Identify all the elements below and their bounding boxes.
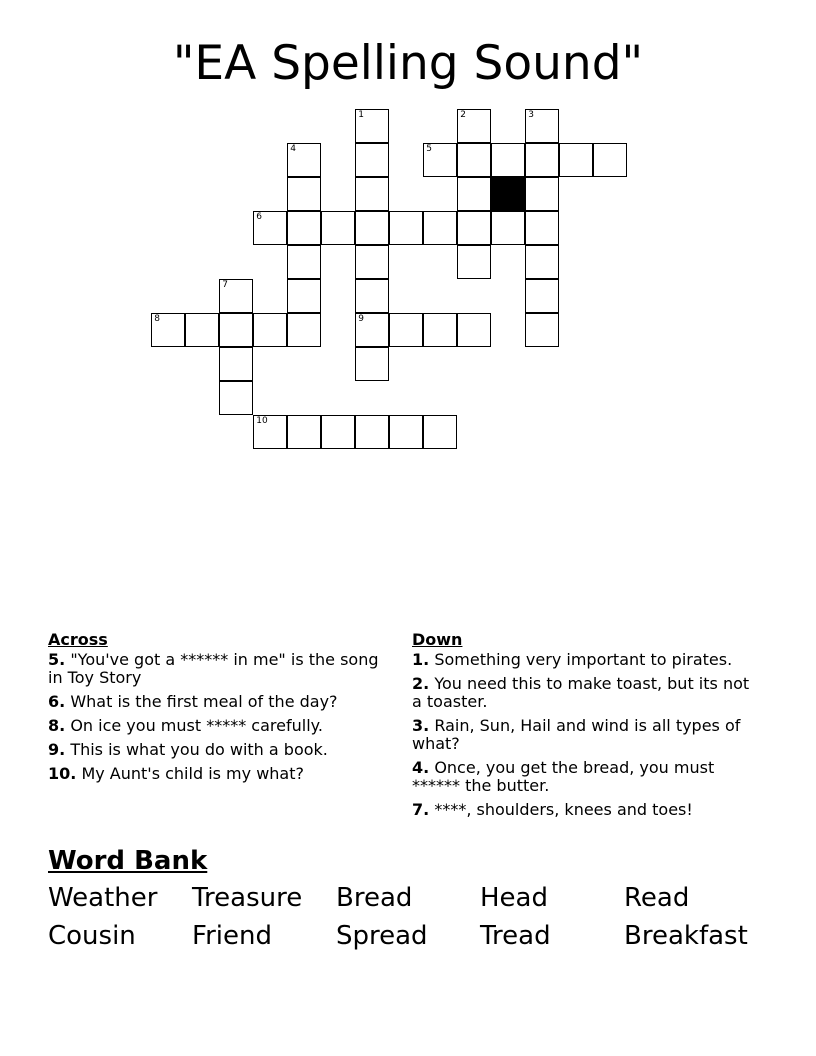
grid-cell[interactable] (287, 313, 321, 347)
clue-number: 2. (412, 674, 430, 693)
page-title: "EA Spelling Sound" (172, 36, 644, 91)
grid-cell[interactable] (491, 143, 525, 177)
clue-number: 9 (358, 314, 364, 325)
grid-cell[interactable] (491, 211, 525, 245)
grid-cell[interactable] (457, 313, 491, 347)
clue-number: 10 (256, 416, 268, 427)
crossword-grid (0, 0, 816, 470)
grid-cell[interactable] (559, 143, 593, 177)
grid-cell[interactable] (423, 211, 457, 245)
grid-cell[interactable] (253, 211, 287, 245)
clue-number: 5 (426, 144, 432, 155)
clue-text: ****, shoulders, knees and toes! (434, 800, 693, 819)
word-bank-word: Tread (480, 921, 551, 951)
grid-cell[interactable] (321, 415, 355, 449)
grid-cell[interactable] (219, 313, 253, 347)
grid-cell[interactable] (423, 415, 457, 449)
clue-number: 4. (412, 758, 430, 777)
clue-text: My Aunt's child is my what? (81, 764, 304, 783)
grid-cell[interactable] (525, 211, 559, 245)
clue-text: Something very important to pirates. (434, 650, 733, 669)
grid-cell[interactable] (355, 143, 389, 177)
grid-cell[interactable] (525, 279, 559, 313)
down-heading: Down (412, 630, 463, 649)
grid-cell[interactable] (355, 245, 389, 279)
across-clue (48, 693, 398, 711)
down-clues (412, 630, 762, 825)
down-clue (412, 717, 762, 753)
grid-cell[interactable] (219, 381, 253, 415)
clue-number: 5. (48, 650, 66, 669)
across-heading: Across (48, 630, 108, 649)
grid-cell[interactable] (287, 211, 321, 245)
word-bank-word: Weather (48, 883, 158, 913)
grid-cell[interactable] (457, 109, 491, 143)
grid-cell[interactable] (457, 143, 491, 177)
grid-cell[interactable] (457, 211, 491, 245)
word-bank-word: Breakfast (624, 921, 748, 951)
word-bank-title: Word Bank (48, 846, 208, 876)
grid-cell[interactable] (525, 177, 559, 211)
down-clue (412, 675, 762, 711)
down-clue (412, 759, 762, 795)
black-cell (491, 177, 525, 211)
grid-cell[interactable] (355, 279, 389, 313)
grid-cell[interactable] (287, 279, 321, 313)
grid-cell[interactable] (525, 313, 559, 347)
grid-cell[interactable] (253, 313, 287, 347)
grid-cell[interactable] (423, 143, 457, 177)
grid-cell[interactable] (219, 347, 253, 381)
grid-cell[interactable] (457, 177, 491, 211)
grid-cell[interactable] (355, 313, 389, 347)
across-clue (48, 717, 398, 735)
grid-cell[interactable] (151, 313, 185, 347)
grid-cell[interactable] (355, 347, 389, 381)
grid-cell[interactable] (185, 313, 219, 347)
down-clue (412, 801, 762, 819)
grid-cell[interactable] (389, 415, 423, 449)
grid-cell[interactable] (219, 279, 253, 313)
clue-number: 7 (222, 280, 228, 291)
word-bank-word: Bread (336, 883, 413, 913)
clue-number: 3. (412, 716, 430, 735)
clue-number: 10. (48, 764, 77, 783)
clue-text: On ice you must ***** carefully. (70, 716, 323, 735)
grid-cell[interactable] (287, 177, 321, 211)
clue-number: 6 (256, 212, 262, 223)
clue-text: Once, you get the bread, you must ****** the butter. (412, 758, 715, 795)
word-bank-word: Cousin (48, 921, 136, 951)
grid-cell[interactable] (423, 313, 457, 347)
grid-cell[interactable] (355, 109, 389, 143)
clue-number: 1. (412, 650, 430, 669)
grid-cell[interactable] (389, 211, 423, 245)
word-bank-word: Treasure (192, 883, 303, 913)
grid-cell[interactable] (525, 109, 559, 143)
grid-cell[interactable] (389, 313, 423, 347)
grid-cell[interactable] (355, 177, 389, 211)
clue-number: 7. (412, 800, 430, 819)
grid-cell[interactable] (287, 143, 321, 177)
grid-cell[interactable] (355, 415, 389, 449)
grid-cell[interactable] (525, 245, 559, 279)
clue-number: 9. (48, 740, 66, 759)
clue-text: What is the first meal of the day? (70, 692, 338, 711)
clue-number: 4 (290, 144, 296, 155)
word-bank-word: Spread (336, 921, 428, 951)
grid-cell[interactable] (457, 245, 491, 279)
clue-number: 2 (460, 110, 466, 121)
grid-cell[interactable] (287, 245, 321, 279)
clue-text: You need this to make toast, but its not a toaster. (412, 674, 750, 711)
clue-number: 8 (154, 314, 160, 325)
across-clue (48, 651, 398, 687)
grid-cell[interactable] (355, 211, 389, 245)
word-bank-word: Read (624, 883, 690, 913)
across-clue (48, 741, 398, 759)
clue-number: 8. (48, 716, 66, 735)
across-clue (48, 765, 398, 783)
clue-number: 1 (358, 110, 364, 121)
word-bank-word: Head (480, 883, 548, 913)
clue-text: "You've got a ****** in me" is the song in Toy Story (48, 650, 379, 687)
grid-cell[interactable] (525, 143, 559, 177)
grid-cell[interactable] (287, 415, 321, 449)
across-clues (48, 630, 398, 789)
grid-cell[interactable] (253, 415, 287, 449)
word-bank-word: Friend (192, 921, 272, 951)
clue-number: 6. (48, 692, 66, 711)
grid-cell[interactable] (593, 143, 627, 177)
down-clue (412, 651, 762, 669)
clue-text: Rain, Sun, Hail and wind is all types of what? (412, 716, 741, 753)
clue-number: 3 (528, 110, 534, 121)
clue-text: This is what you do with a book. (70, 740, 328, 759)
grid-cell[interactable] (321, 211, 355, 245)
